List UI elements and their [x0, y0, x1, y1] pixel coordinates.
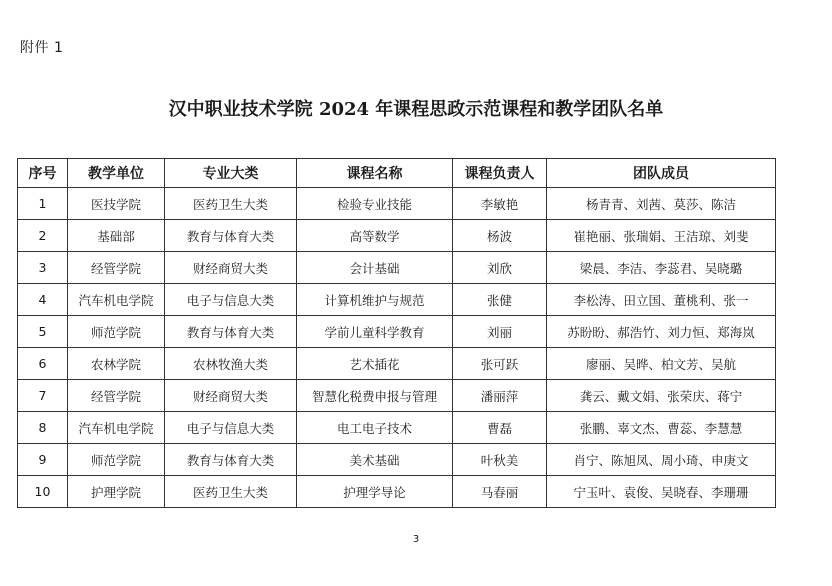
table-row [18, 188, 776, 220]
cell-course-name: 艺术插花 [297, 348, 453, 380]
cell-unit: 经管学院 [68, 252, 165, 284]
header-index: 序号 [18, 159, 68, 188]
header-major-category: 专业大类 [165, 159, 297, 188]
cell-team-members: 梁晨、李洁、李蕊君、吴晓璐 [547, 252, 776, 284]
cell-major-category: 财经商贸大类 [165, 252, 297, 284]
cell-major-category: 电子与信息大类 [165, 284, 297, 316]
header-course-leader: 课程负责人 [453, 159, 547, 188]
cell-index: 1 [18, 188, 68, 220]
table-row [18, 476, 776, 508]
cell-course-leader: 曹磊 [453, 412, 547, 444]
cell-unit: 汽车机电学院 [68, 284, 165, 316]
cell-major-category: 医药卫生大类 [165, 476, 297, 508]
cell-course-name: 电工电子技术 [297, 412, 453, 444]
cell-team-members: 龚云、戴文娟、张荣庆、蒋宁 [547, 380, 776, 412]
table-row [18, 284, 776, 316]
cell-team-members: 张鹏、辜文杰、曹蕊、李慧慧 [547, 412, 776, 444]
cell-course-name: 检验专业技能 [297, 188, 453, 220]
page-number: 3 [412, 534, 420, 545]
cell-index: 3 [18, 252, 68, 284]
header-course-name: 课程名称 [297, 159, 453, 188]
cell-course-name: 会计基础 [297, 252, 453, 284]
cell-unit: 护理学院 [68, 476, 165, 508]
cell-course-leader: 叶秋美 [453, 444, 547, 476]
header-unit: 教学单位 [68, 159, 165, 188]
cell-unit: 基础部 [68, 220, 165, 252]
cell-major-category: 教育与体育大类 [165, 316, 297, 348]
cell-team-members: 杨青青、刘茜、莫莎、陈洁 [547, 188, 776, 220]
cell-course-leader: 刘丽 [453, 316, 547, 348]
cell-index: 7 [18, 380, 68, 412]
cell-index: 2 [18, 220, 68, 252]
cell-unit: 师范学院 [68, 316, 165, 348]
table-row [18, 348, 776, 380]
cell-course-leader: 李敏艳 [453, 188, 547, 220]
cell-index: 8 [18, 412, 68, 444]
table-row [18, 252, 776, 284]
cell-unit: 汽车机电学院 [68, 412, 165, 444]
cell-course-name: 智慧化税费申报与管理 [297, 380, 453, 412]
cell-team-members: 苏盼盼、郝浩竹、刘力恒、郑海岚 [547, 316, 776, 348]
table-row [18, 380, 776, 412]
cell-major-category: 电子与信息大类 [165, 412, 297, 444]
attachment-label: 附件 1 [20, 40, 64, 56]
table-row [18, 444, 776, 476]
cell-major-category: 财经商贸大类 [165, 380, 297, 412]
cell-course-name: 计算机维护与规范 [297, 284, 453, 316]
cell-index: 5 [18, 316, 68, 348]
cell-course-leader: 马春丽 [453, 476, 547, 508]
cell-course-leader: 潘丽萍 [453, 380, 547, 412]
cell-course-name: 美术基础 [297, 444, 453, 476]
cell-course-name: 学前儿童科学教育 [297, 316, 453, 348]
cell-team-members: 肖宁、陈旭凤、周小琦、申庚文 [547, 444, 776, 476]
cell-unit: 师范学院 [68, 444, 165, 476]
cell-major-category: 农林牧渔大类 [165, 348, 297, 380]
cell-unit: 经管学院 [68, 380, 165, 412]
cell-course-leader: 张可跃 [453, 348, 547, 380]
header-team-members: 团队成员 [547, 159, 776, 188]
table-row [18, 220, 776, 252]
cell-team-members: 崔艳丽、张瑞娟、王洁琼、刘斐 [547, 220, 776, 252]
cell-index: 10 [18, 476, 68, 508]
cell-course-leader: 刘欣 [453, 252, 547, 284]
document-title: 汉中职业技术学院 2024 年课程思政示范课程和教学团队名单 [168, 99, 664, 120]
cell-team-members: 李松涛、田立国、董桃利、张一 [547, 284, 776, 316]
table-header-row [18, 159, 776, 188]
table-row [18, 316, 776, 348]
cell-course-name: 高等数学 [297, 220, 453, 252]
cell-index: 4 [18, 284, 68, 316]
course-team-table [17, 158, 776, 508]
cell-index: 9 [18, 444, 68, 476]
cell-major-category: 教育与体育大类 [165, 444, 297, 476]
table-row [18, 412, 776, 444]
cell-unit: 医技学院 [68, 188, 165, 220]
cell-unit: 农林学院 [68, 348, 165, 380]
cell-index: 6 [18, 348, 68, 380]
cell-major-category: 医药卫生大类 [165, 188, 297, 220]
cell-team-members: 廖丽、吴晔、柏文芳、吴航 [547, 348, 776, 380]
cell-team-members: 宁玉叶、袁俊、吴晓春、李珊珊 [547, 476, 776, 508]
cell-course-name: 护理学导论 [297, 476, 453, 508]
cell-major-category: 教育与体育大类 [165, 220, 297, 252]
cell-course-leader: 杨波 [453, 220, 547, 252]
cell-course-leader: 张健 [453, 284, 547, 316]
